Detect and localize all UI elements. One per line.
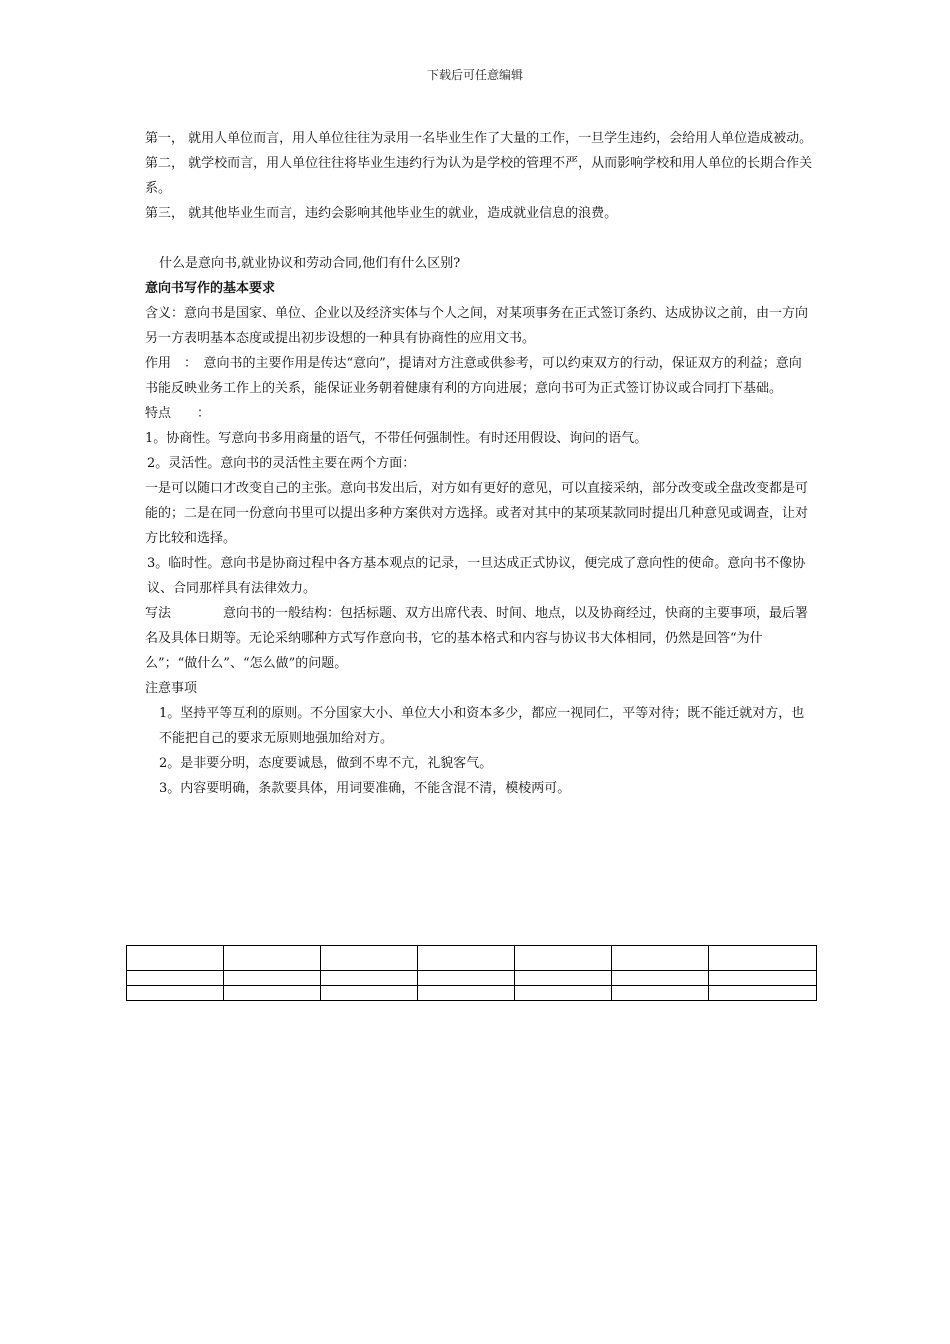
- feature-2: 2。灵活性。意向书的灵活性主要在两个方面：: [147, 456, 416, 471]
- note-1: 1。坚持平等互利的原则。不分国家大小、单位大小和资本多少，都应一视同仁，平等对待；既不能迁就对方，也不能把自己的要求无原则地强加给对方。: [159, 706, 805, 746]
- table-cell: [418, 971, 515, 986]
- section-heading: 意向书写作的基本要求: [145, 281, 276, 296]
- table-cell: [515, 946, 612, 971]
- note-2: 2。是非要分明，态度要诚恳，做到不卑不亢，礼貌客气。: [159, 756, 493, 771]
- empty-table: [126, 945, 817, 1001]
- table-cell: [127, 986, 224, 1001]
- table-cell: [224, 946, 321, 971]
- feature-2-detail: 一是可以随口才改变自己的主张。意向书发出后，对方如有更好的意见，可以直接采纳，部分改变或全盘改变都是可能的；二是在同一份意向书里可以提出多种方案供对方选择。或者对其中的某项某款同时提出几种意见或调查，让对方比较和选择。: [145, 481, 809, 546]
- table-cell: [321, 946, 418, 971]
- table-cell: [709, 971, 817, 986]
- table-cell: [612, 946, 709, 971]
- table-row: [127, 971, 817, 986]
- feature-3: 3。临时性。意向书是协商过程中各方基本观点的记录，一旦达成正式协议，便完成了意向性的使命。意向书不像协议、合同那样具有法律效力。: [147, 556, 806, 596]
- table-row: [127, 946, 817, 971]
- features-label: 特点 ：: [145, 406, 211, 421]
- page-header: 下载后可任意编辑: [426, 68, 523, 82]
- writing-paragraph: 写法 意向书的一般结构：包括标题、双方出席代表、时间、地点，以及协商经过，快商的主要事项，最后署名及具体日期等。无论采纳哪种方式写作意向书，它的基本格式和内容与协议书大体相同，仍然是回答“为什么”；“做什么”、“怎么做”的问题。: [145, 606, 809, 671]
- notes-label: 注意事项: [145, 681, 198, 696]
- table-cell: [321, 971, 418, 986]
- table-cell: [709, 986, 817, 1001]
- table-cell: [224, 986, 321, 1001]
- table-cell: [612, 971, 709, 986]
- table-cell: [515, 971, 612, 986]
- table-cell: [127, 946, 224, 971]
- table-cell: [321, 986, 418, 1001]
- blank-line: [145, 226, 813, 251]
- paragraph-second: 第二， 就学校而言，用人单位往往将毕业生违约行为认为是学校的管理不严，从而影响学校和用人单位的长期合作关系。: [145, 156, 813, 196]
- note-3: 3。内容要明确，条款要具体，用词要准确，不能含混不清，模棱两可。: [159, 781, 571, 796]
- function-paragraph: 作用 ： 意向书的主要作用是传达“意向”，提请对方注意或供参考，可以约束双方的行动，保证双方的利益；意向书能反映业务工作上的关系，能保证业务朝着健康有利的方向进展；意向书可为正式签订协议或合同打下基础。: [145, 356, 802, 396]
- table-cell: [709, 946, 817, 971]
- meaning-paragraph: 含义：意向书是国家、单位、企业以及经济实体与个人之间，对某项事务在正式签订条约、达成协议之前，由一方向另一方表明基本态度或提出初步设想的一种具有协商性的应用文书。: [145, 306, 809, 346]
- document-body: [145, 126, 813, 801]
- table-cell: [515, 986, 612, 1001]
- paragraph-first: 第一， 就用人单位而言，用人单位往往为录用一名毕业生作了大量的工作，一旦学生违约，会给用人单位造成被动。: [145, 131, 813, 146]
- question-line: 什么是意向书,就业协议和劳动合同,他们有什么区别?: [159, 256, 461, 271]
- table-cell: [418, 986, 515, 1001]
- table-cell: [127, 971, 224, 986]
- paragraph-third: 第三， 就其他毕业生而言，违约会影响其他毕业生的就业，造成就业信息的浪费。: [145, 206, 618, 221]
- table-cell: [418, 946, 515, 971]
- table-row: [127, 986, 817, 1001]
- table-cell: [612, 986, 709, 1001]
- table-cell: [224, 971, 321, 986]
- feature-1: 1。协商性。写意向书多用商量的语气，不带任何强制性。有时还用假设、询问的语气。: [145, 431, 648, 446]
